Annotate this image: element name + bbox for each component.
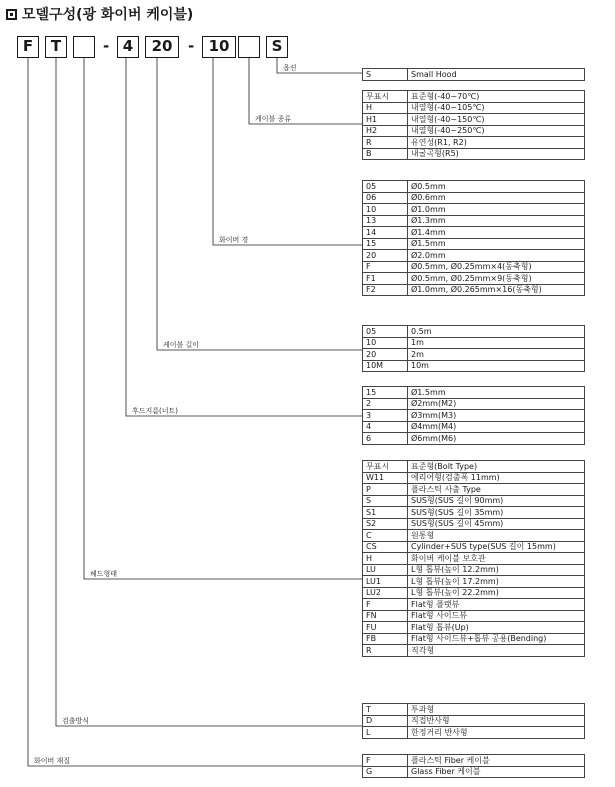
code-cell: G [363, 766, 408, 778]
desc-cell: Flat형 플랫뷰 [408, 599, 585, 611]
page-title-text: 모델구성(광 화이버 케이블) [22, 7, 194, 23]
table-row [363, 261, 585, 273]
desc-cell: 직각형 [408, 645, 585, 657]
code-cell: H1 [363, 114, 408, 126]
label-detection-method: 검출방식 [62, 717, 90, 725]
code-cell: S2 [363, 518, 408, 530]
desc-cell: Ø3mm(M3) [408, 410, 585, 422]
table-row [363, 192, 585, 204]
code-cell: L [363, 727, 408, 739]
desc-cell: Flat형 사이드뷰+톱뷰 공용(Bending) [408, 633, 585, 645]
separator-dash: - [103, 37, 110, 55]
code-cell: R [363, 137, 408, 149]
code-cell: F1 [363, 273, 408, 285]
code-cell: 3 [363, 410, 408, 422]
label-hood-diameter: 후드지름(너트) [132, 407, 179, 415]
desc-cell: Ø6mm(M6) [408, 433, 585, 445]
desc-cell: SUS형(SUS 길이 35mm) [408, 507, 585, 519]
table-row [363, 387, 585, 399]
connector-line-detection-method [56, 58, 362, 726]
desc-cell: L형 톱뷰(높이 17.2mm) [408, 576, 585, 588]
code-cell: 10 [363, 337, 408, 349]
desc-cell: Flat형 사이드뷰 [408, 610, 585, 622]
table-row [363, 633, 585, 645]
connector-line-fiber-material [28, 58, 362, 766]
connector-line-cable-length [157, 58, 362, 350]
code-cell: B [363, 148, 408, 160]
fiber-diameter-table [362, 180, 585, 296]
desc-cell: 내열형(-40~250℃) [408, 125, 585, 137]
desc-cell: 2m [408, 349, 585, 361]
table-row [363, 410, 585, 422]
desc-cell: Ø4mm(M4) [408, 421, 585, 433]
code-cell: 20 [363, 250, 408, 262]
table-row [363, 530, 585, 542]
code-cell: H2 [363, 125, 408, 137]
table-row [363, 102, 585, 114]
code-cell: CS [363, 541, 408, 553]
table-row [363, 273, 585, 285]
code-cell: 05 [363, 181, 408, 193]
code-cell: F [363, 261, 408, 273]
desc-cell: Ø1.4mm [408, 227, 585, 239]
table-row [363, 564, 585, 576]
desc-cell: 내열형(-40~105℃) [408, 102, 585, 114]
table-row [363, 114, 585, 126]
desc-cell: 한정거리 반사형 [408, 727, 585, 739]
table-row [363, 69, 585, 81]
label-option: 옵션 [283, 64, 297, 72]
desc-cell: 표준형(-40~70℃) [408, 91, 585, 103]
code-box-detection-method: T [45, 36, 67, 58]
desc-cell: 0.5m [408, 326, 585, 338]
desc-cell: Ø0.5mm [408, 181, 585, 193]
code-cell: LU [363, 564, 408, 576]
desc-cell: Ø2mm(M2) [408, 398, 585, 410]
table-row [363, 484, 585, 496]
table-row [363, 610, 585, 622]
table-row [363, 766, 585, 778]
table-row [363, 576, 585, 588]
table-row [363, 215, 585, 227]
desc-cell: Ø0.5mm, Ø0.25mm×9(동축형) [408, 273, 585, 285]
desc-cell: Ø1.5mm [408, 387, 585, 399]
desc-cell: 10m [408, 360, 585, 372]
desc-cell: 유연성(R1, R2) [408, 137, 585, 149]
desc-cell: 화이버 케이블 보호관 [408, 553, 585, 565]
cable-type-table [362, 90, 585, 160]
desc-cell: Cylinder+SUS type(SUS 길이 15mm) [408, 541, 585, 553]
code-cell: P [363, 484, 408, 496]
code-cell: FB [363, 633, 408, 645]
code-box-option: S [266, 36, 288, 58]
desc-cell: 원통형 [408, 530, 585, 542]
desc-cell: 플라스틱 사출 Type [408, 484, 585, 496]
code-cell: 20 [363, 349, 408, 361]
desc-cell: Flat형 톱뷰(Up) [408, 622, 585, 634]
table-row [363, 349, 585, 361]
table-row [363, 704, 585, 716]
detection-method-table [362, 703, 585, 739]
table-row [363, 599, 585, 611]
code-cell: F2 [363, 284, 408, 296]
code-cell: 무표시 [363, 461, 408, 473]
code-cell: R [363, 645, 408, 657]
table-row [363, 507, 585, 519]
code-cell: F [363, 599, 408, 611]
cable-length-table [362, 325, 585, 372]
desc-cell: L형 톱뷰(높이 22.2mm) [408, 587, 585, 599]
table-row [363, 398, 585, 410]
separator-dash: - [188, 37, 195, 55]
table-row [363, 715, 585, 727]
code-cell: 10M [363, 360, 408, 372]
code-cell: LU2 [363, 587, 408, 599]
table-row [363, 204, 585, 216]
code-cell: C [363, 530, 408, 542]
code-cell: 6 [363, 433, 408, 445]
desc-cell: Ø1.0mm, Ø0.265mm×16(동축형) [408, 284, 585, 296]
table-row [363, 137, 585, 149]
code-cell: 13 [363, 215, 408, 227]
table-row [363, 461, 585, 473]
table-row [363, 337, 585, 349]
code-cell: T [363, 704, 408, 716]
table-row [363, 587, 585, 599]
desc-cell: 투과형 [408, 704, 585, 716]
table-row [363, 360, 585, 372]
option-table [362, 68, 585, 81]
table-row [363, 541, 585, 553]
code-cell: S [363, 69, 408, 81]
code-cell: 15 [363, 387, 408, 399]
desc-cell: 내굴곡형(R5) [408, 148, 585, 160]
code-cell: S [363, 495, 408, 507]
code-cell: 14 [363, 227, 408, 239]
table-row [363, 91, 585, 103]
table-row [363, 284, 585, 296]
code-cell: FN [363, 610, 408, 622]
code-cell: 05 [363, 326, 408, 338]
connector-line-fiber-diameter [213, 58, 362, 245]
table-row [363, 421, 585, 433]
desc-cell: Small Hood [408, 69, 585, 81]
code-cell: H [363, 553, 408, 565]
table-row [363, 622, 585, 634]
table-row [363, 326, 585, 338]
desc-cell: 내열형(-40~150℃) [408, 114, 585, 126]
table-row [363, 553, 585, 565]
table-row [363, 727, 585, 739]
table-row [363, 495, 585, 507]
desc-cell: Glass Fiber 케이블 [408, 766, 585, 778]
desc-cell: 직접반사형 [408, 715, 585, 727]
desc-cell: Ø1.0mm [408, 204, 585, 216]
code-box-fiber-material: F [17, 36, 39, 58]
desc-cell: Ø2.0mm [408, 250, 585, 262]
table-row [363, 645, 585, 657]
label-head-type: 헤드형태 [90, 570, 118, 578]
desc-cell: Ø0.5mm, Ø0.25mm×4(동축형) [408, 261, 585, 273]
code-cell: H [363, 102, 408, 114]
hood-diameter-table [362, 386, 585, 445]
desc-cell: 에리어형(검출폭 11mm) [408, 472, 585, 484]
table-row [363, 433, 585, 445]
desc-cell: 플라스틱 Fiber 케이블 [408, 755, 585, 767]
code-cell: D [363, 715, 408, 727]
code-cell: FU [363, 622, 408, 634]
fiber-material-table [362, 754, 585, 778]
desc-cell: L형 톱뷰(높이 12.2mm) [408, 564, 585, 576]
code-cell: 무표시 [363, 91, 408, 103]
code-cell: F [363, 755, 408, 767]
code-cell: W11 [363, 472, 408, 484]
code-cell: 15 [363, 238, 408, 250]
code-box-hood-diameter: 4 [117, 36, 139, 58]
code-cell: 2 [363, 398, 408, 410]
code-cell: S1 [363, 507, 408, 519]
code-box-fiber-diameter: 10 [202, 36, 236, 58]
head-type-table [362, 460, 585, 657]
label-cable-length: 케이블 길이 [163, 341, 200, 349]
table-row [363, 125, 585, 137]
code-cell: LU1 [363, 576, 408, 588]
table-row [363, 181, 585, 193]
table-row [363, 250, 585, 262]
label-fiber-material: 화이버 재질 [34, 757, 71, 765]
desc-cell: SUS형(SUS 길이 90mm) [408, 495, 585, 507]
label-fiber-diameter: 화이버 경 [219, 236, 249, 244]
table-row [363, 472, 585, 484]
table-row [363, 148, 585, 160]
desc-cell: Ø1.3mm [408, 215, 585, 227]
table-row [363, 518, 585, 530]
table-row [363, 227, 585, 239]
desc-cell: Ø1.5mm [408, 238, 585, 250]
table-row [363, 238, 585, 250]
code-cell: 4 [363, 421, 408, 433]
desc-cell: SUS형(SUS 길이 45mm) [408, 518, 585, 530]
table-row [363, 755, 585, 767]
code-box-cable-length: 20 [145, 36, 179, 58]
desc-cell: 1m [408, 337, 585, 349]
desc-cell: Ø0.6mm [408, 192, 585, 204]
code-cell: 06 [363, 192, 408, 204]
label-cable-type: 케이블 종류 [255, 115, 292, 123]
desc-cell: 표준형(Bolt Type) [408, 461, 585, 473]
code-cell: 10 [363, 204, 408, 216]
